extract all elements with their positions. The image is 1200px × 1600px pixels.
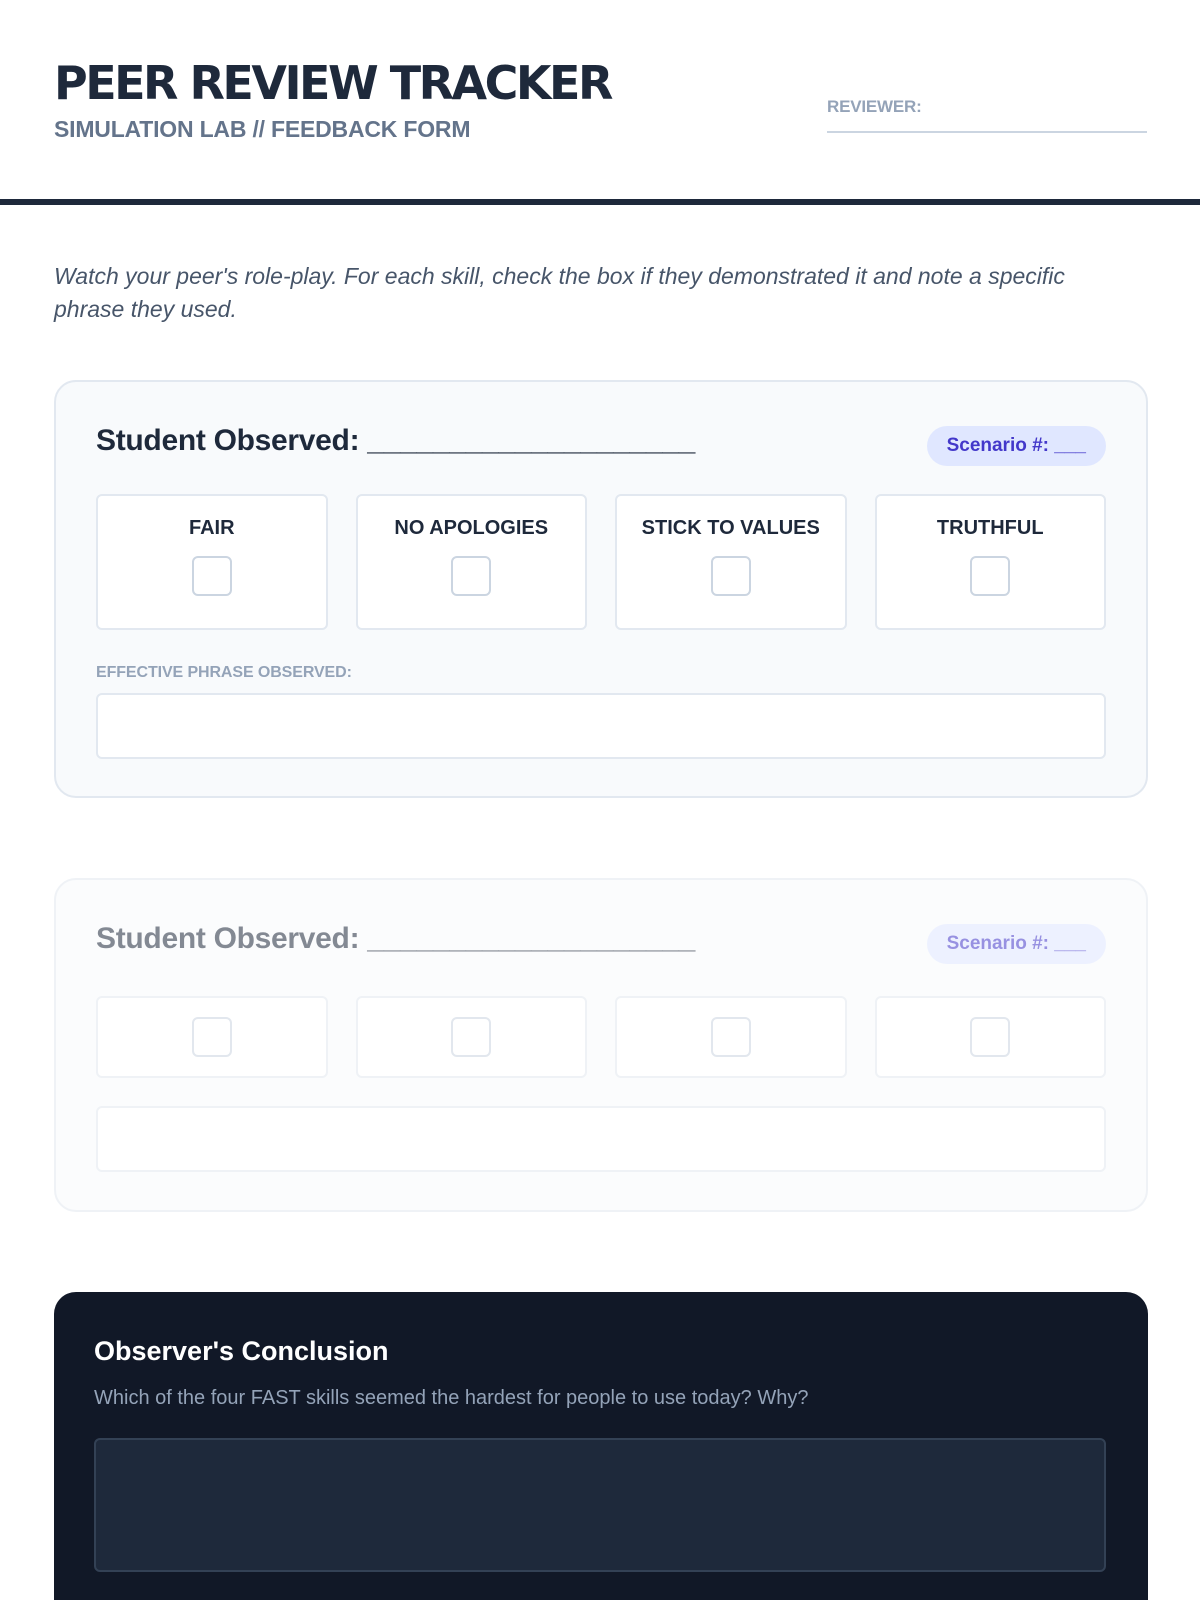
observer-conclusion-panel <box>54 1292 1148 1600</box>
skill-label: FAIR <box>188 517 235 539</box>
skill-box[interactable] <box>875 996 1107 1078</box>
phrase-input[interactable] <box>96 1106 1106 1172</box>
stick-to-values-checkbox[interactable] <box>711 556 751 596</box>
scenario-badge[interactable]: Scenario #: ___ <box>927 924 1106 964</box>
skills-row <box>96 996 1106 1078</box>
skill-label: NO APOLOGIES <box>394 517 549 539</box>
skill-stick-to-values[interactable] <box>615 494 847 630</box>
skill-truthful[interactable] <box>875 494 1107 630</box>
skill-label: STICK TO VALUES <box>641 517 820 539</box>
observation-card-2 <box>54 878 1148 1212</box>
skill-checkbox[interactable] <box>970 1017 1010 1057</box>
skill-no-apologies[interactable] <box>356 494 588 630</box>
conclusion-answer-input[interactable] <box>94 1438 1106 1572</box>
phrase-input[interactable] <box>96 693 1106 759</box>
skill-checkbox[interactable] <box>451 1017 491 1057</box>
scenario-badge[interactable]: Scenario #: ___ <box>927 426 1106 466</box>
conclusion-question: Which of the four FAST skills seemed the hardest for people to use today? Why? <box>94 1387 809 1409</box>
reviewer-label: REVIEWER: <box>827 97 922 116</box>
reviewer-field[interactable] <box>827 97 1147 133</box>
skill-box[interactable] <box>615 996 847 1078</box>
conclusion-title: Observer's Conclusion <box>94 1336 389 1366</box>
phrase-label: EFFECTIVE PHRASE OBSERVED: <box>96 664 352 681</box>
skill-checkbox[interactable] <box>711 1017 751 1057</box>
instructions-text: Watch your peer's role-play. For each skill, check the box if they demonstrated it and note a specific phrase they used. <box>54 263 1065 322</box>
page-subtitle: SIMULATION LAB // FEEDBACK FORM <box>54 116 471 142</box>
no-apologies-checkbox[interactable] <box>451 556 491 596</box>
student-observed-label[interactable]: Student Observed: ____________________ <box>96 424 696 457</box>
skill-box[interactable] <box>96 996 328 1078</box>
page-title: PEER REVIEW TRACKER <box>54 56 611 110</box>
form-header <box>0 0 1200 205</box>
skills-row <box>96 494 1106 630</box>
observation-card-1 <box>54 380 1148 798</box>
fair-checkbox[interactable] <box>192 556 232 596</box>
student-observed-label[interactable]: Student Observed: ____________________ <box>96 922 696 955</box>
truthful-checkbox[interactable] <box>970 556 1010 596</box>
skill-checkbox[interactable] <box>192 1017 232 1057</box>
skill-label: TRUTHFUL <box>936 517 1044 539</box>
skill-box[interactable] <box>356 996 588 1078</box>
skill-fair[interactable] <box>96 494 328 630</box>
